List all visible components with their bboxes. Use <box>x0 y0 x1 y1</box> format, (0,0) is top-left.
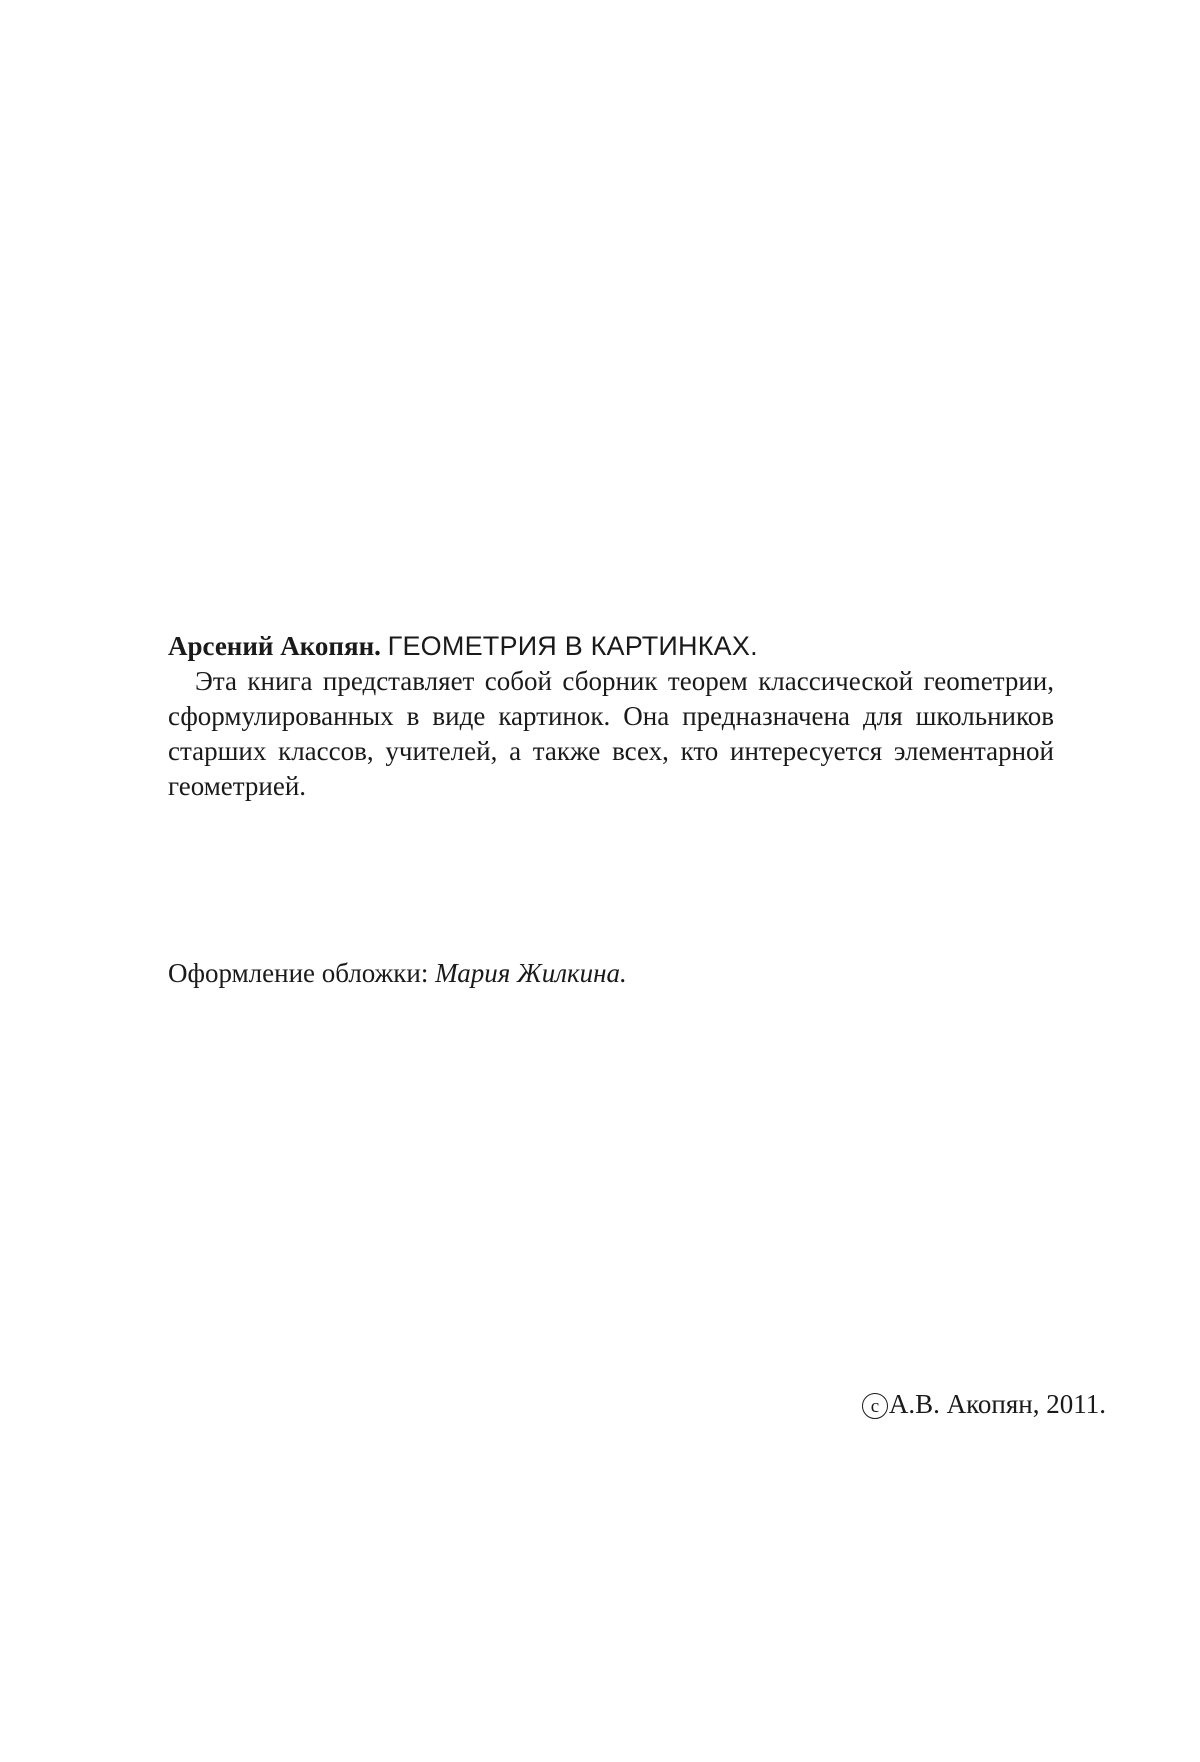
cover-designer-name: Мария Жилкина. <box>435 958 627 988</box>
annotation-text: Эта книга представляет собой сборник теорем классической геоmетрии, сформулированных в виде картинок. Она предназначена для школьников старших классов, учителей, а также всех, кто интересуется элементарной геометрией. <box>168 666 1054 801</box>
copyright-notice <box>862 1387 1106 1422</box>
annotation-heading <box>168 629 1054 664</box>
cover-credit <box>168 956 627 991</box>
copyright-text: А.В. Акопян, 2011. <box>888 1389 1106 1419</box>
annotation-block <box>168 629 1054 804</box>
cover-credit-label: Оформление обложки: <box>168 958 429 988</box>
book-title: ГЕОМЕТРИЯ В КАРТИНКАХ. <box>387 631 758 661</box>
copyright-icon: c <box>862 1393 888 1419</box>
author-name: Арсений Акопян. <box>168 631 381 661</box>
